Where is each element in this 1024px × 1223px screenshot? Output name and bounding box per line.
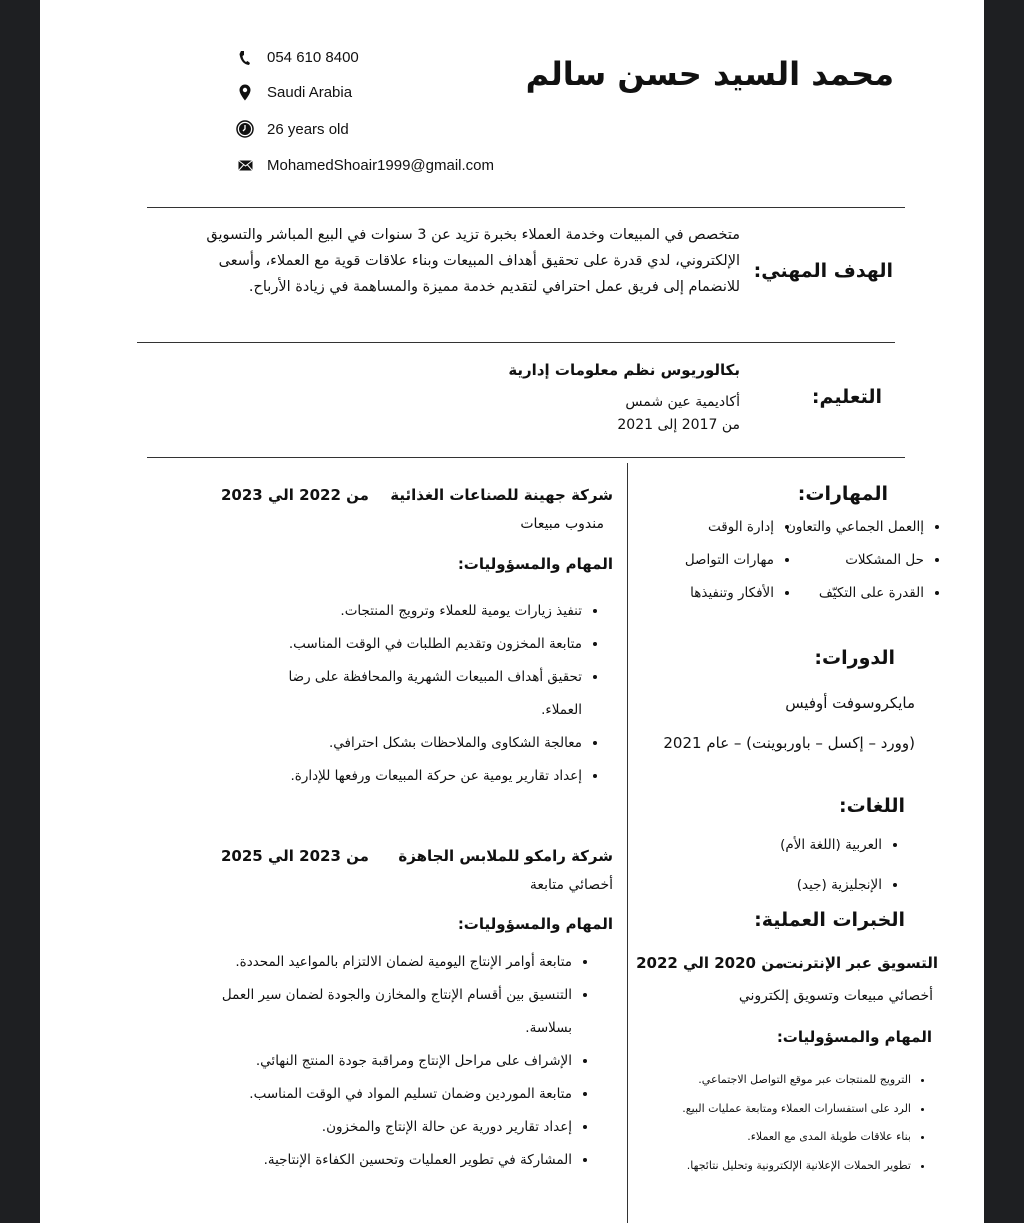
- contact-text: 26 years old: [267, 120, 349, 138]
- task-item: • معالجة الشكاوى والملاحظات بشكل احترافي.: [268, 727, 582, 760]
- tasks-heading: المهام والمسؤوليات:: [457, 555, 613, 573]
- tasks-list: [268, 595, 598, 793]
- education-dates: من 2017 إلى 2021: [617, 417, 740, 433]
- skill-item: • القدرة على التكيّف: [774, 585, 924, 601]
- education-school: أكاديمية عين شمس: [625, 394, 740, 410]
- task-item: • الترويج للمنتجات عبر موقع التواصل الاجتماعي.: [682, 1066, 911, 1095]
- task-item: • الإشراف على مراحل الإنتاج ومراقبة جودة المنتج النهائي.: [218, 1045, 572, 1078]
- task-item: • متابعة أوامر الإنتاج اليومية لضمان الالتزام بالمواعيد المحددة.: [218, 946, 572, 979]
- task-item: • متابعة الموردين وضمان تسليم المواد في الوقت المناسب.: [218, 1078, 572, 1111]
- languages-list: [780, 825, 898, 905]
- contact-email: [235, 157, 494, 174]
- skill-item: • إدارة الوقت: [624, 519, 774, 535]
- job-dates: من 2020 الي 2022: [636, 954, 784, 972]
- divider: [147, 207, 905, 208]
- skill-item: • مهارات التواصل: [624, 552, 774, 568]
- envelope-icon: [235, 160, 255, 171]
- job-role: مندوب مبيعات: [520, 516, 604, 532]
- objective-text: متخصص في المبيعات وخدمة العملاء بخبرة تزيد عن 3 سنوات في البيع المباشر والتسويق الإلكتروني، لدي قدرة على تحقيق أهداف المبيعات وبناء علاقات قوية مع العملاء، وأسعى للانضمام إلى فريق عمل احترافي لتقديم خدمة مميزة والمساهمة في زيادة الأرباح.: [206, 227, 740, 295]
- divider: [137, 342, 895, 343]
- task-item: • بناء علاقات طويلة المدى مع العملاء.: [682, 1123, 911, 1152]
- phone-icon: [235, 50, 255, 66]
- course-name: مايكروسوفت أوفيس: [785, 694, 915, 712]
- tasks-heading: المهام والمسؤوليات:: [776, 1028, 932, 1046]
- job-dates: من 2023 الي 2025: [221, 847, 369, 865]
- location-pin-icon: [235, 84, 255, 101]
- job-dates: من 2022 الي 2023: [221, 486, 369, 504]
- skill-item: • حل المشكلات: [774, 552, 924, 568]
- language-item: • الإنجليزية (جيد): [780, 865, 882, 905]
- contact-text: Saudi Arabia: [267, 84, 353, 101]
- task-item: • تنفيذ زيارات يومية للعملاء وترويج المنتجات.: [268, 595, 582, 628]
- task-item: • إعداد تقارير دورية عن حالة الإنتاج والمخزون.: [218, 1111, 572, 1144]
- skill-item: • الأفكار وتنفيذها: [624, 585, 774, 601]
- task-item: • تحقيق أهداف المبيعات الشهرية والمحافظة على رضا العملاء.: [268, 661, 582, 727]
- task-item: • تطوير الحملات الإعلانية الإلكترونية وتحليل نتائجها.: [682, 1152, 911, 1181]
- candidate-name: محمد السيد حسن سالم: [525, 55, 894, 93]
- job-role: أخصائي متابعة: [529, 877, 613, 893]
- education-heading: التعليم:: [811, 386, 882, 408]
- task-item: • المشاركة في تطوير العمليات وتحسين الكفاءة الإنتاجية.: [218, 1144, 572, 1177]
- language-item: • العربية (اللغة الأم): [780, 825, 882, 865]
- divider: [147, 457, 905, 458]
- contact-text: 054 610 8400: [267, 49, 359, 66]
- job-company: التسويق عبر الإنترنت: [782, 954, 938, 972]
- tasks-heading: المهام والمسؤوليات:: [457, 915, 613, 933]
- task-item: • الرد على استفسارات العملاء ومتابعة عمليات البيع.: [682, 1095, 911, 1124]
- contact-phone: [235, 49, 359, 66]
- languages-heading: اللغات:: [839, 795, 905, 817]
- tasks-list: [682, 1066, 927, 1180]
- skill-item: • إالعمل الجماعي والتعاون: [774, 519, 924, 535]
- job-role: أخصائي مبيعات وتسويق إلكتروني: [738, 988, 933, 1004]
- contact-text: MohamedShoair1999@gmail.com: [267, 157, 495, 174]
- task-item: • متابعة المخزون وتقديم الطلبات في الوقت المناسب.: [268, 628, 582, 661]
- clock-icon: [235, 120, 255, 138]
- objective-heading: الهدف المهني:: [753, 260, 893, 282]
- experience-heading: الخبرات العملية:: [754, 909, 905, 931]
- contact-location: [235, 84, 352, 101]
- courses-heading: الدورات:: [814, 647, 895, 669]
- skills-list: [624, 519, 924, 601]
- task-item: • إعداد تقارير يومية عن حركة المبيعات ورفعها للإدارة.: [268, 760, 582, 793]
- task-item: • التنسيق بين أقسام الإنتاج والمخازن والجودة لضمان سير العمل بسلاسة.: [218, 979, 572, 1045]
- education-degree: بكالوريوس نظم معلومات إدارية: [508, 361, 740, 379]
- tasks-list: [218, 946, 588, 1177]
- course-detail: (وورد – إكسل – باوربوينت) – عام 2021: [663, 734, 915, 752]
- contact-age: [235, 120, 349, 138]
- skills-heading: المهارات:: [797, 483, 888, 505]
- job-company: شركة جهينة للصناعات الغذائية: [390, 486, 613, 504]
- job-company: شركة رامكو للملابس الجاهزة: [398, 847, 613, 865]
